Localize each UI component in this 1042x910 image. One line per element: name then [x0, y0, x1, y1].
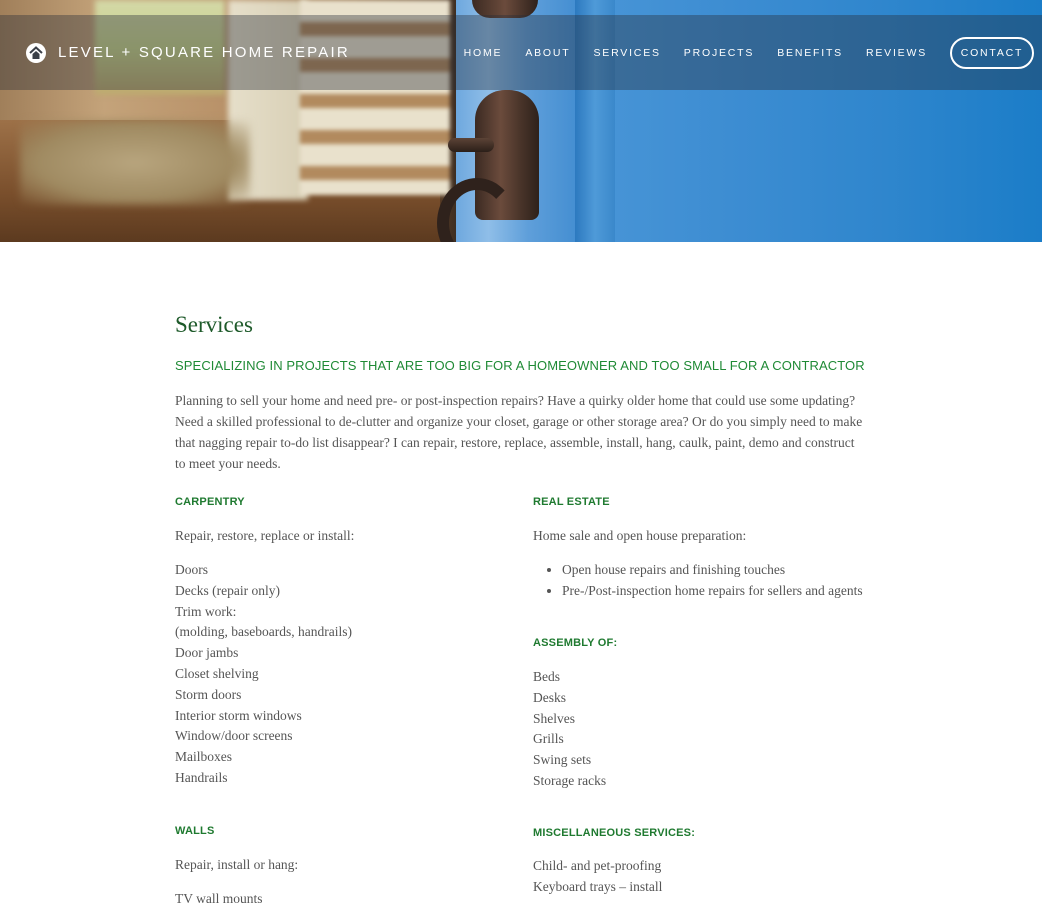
list-item: Closet shelving [175, 665, 259, 681]
nav-benefits[interactable]: BENEFITS [777, 46, 843, 59]
list-item: Storage racks [533, 772, 607, 788]
intro-paragraph: Planning to sell your home and need pre- or post-inspection repairs? Have a quirky older home that could use some updating? Need a skilled professional to de-clutter and organize your closet, garage or other storage area? Or do you simply need to make that nagging repair to-do list disappear? I can repair, restore, replace, assemble, install, hang, caulk, paint, demo and construct to meet your needs. [175, 393, 863, 471]
list-item: Swing sets [533, 752, 592, 768]
list-item: Child- and pet-proofing [533, 858, 662, 873]
list-item: Decks (repair only) [175, 582, 280, 598]
list-item: Keyboard trays – install [533, 878, 663, 894]
walls-heading: WALLS [175, 825, 215, 837]
list-item: Trim work: [175, 603, 237, 619]
nav-home[interactable]: HOME [463, 46, 503, 59]
list-item: Grills [533, 731, 564, 747]
page-tagline: SPECIALIZING IN PROJECTS THAT ARE TOO BIG FOR A HOMEOWNER AND TOO SMALL FOR A CONTRACTOR [175, 358, 865, 373]
misc-heading: MISCELLANEOUS SERVICES: [533, 827, 696, 839]
nav-services[interactable]: SERVICES [593, 46, 661, 59]
brand-name[interactable]: LEVEL + SQUARE HOME REPAIR [58, 44, 350, 61]
contact-button[interactable]: CONTACT [950, 37, 1034, 69]
real-estate-lead: Home sale and open house preparation: [533, 528, 747, 543]
hero-thumb-lever [448, 138, 494, 152]
nav-projects[interactable]: PROJECTS [683, 46, 755, 59]
assembly-heading: ASSEMBLY OF: [533, 637, 618, 649]
hero-rug [20, 120, 250, 205]
nav-reviews[interactable]: REVIEWS [865, 46, 927, 59]
carpentry-lead: Repair, restore, replace or install: [175, 528, 355, 543]
list-item: Desks [533, 689, 566, 705]
list-item: Storm doors [175, 686, 242, 702]
list-item: TV wall mounts [175, 891, 263, 906]
misc-section [533, 826, 863, 898]
list-item: Doors [175, 562, 208, 577]
list-item: Door jambs [175, 645, 239, 661]
list-item: • Pre-/Post-inspection home repairs for sellers and agents [562, 580, 863, 601]
walls-section [175, 824, 505, 910]
carpentry-section [175, 495, 505, 789]
real-estate-heading: REAL ESTATE [533, 496, 610, 508]
walls-lead: Repair, install or hang: [175, 857, 299, 872]
list-item: • Open house repairs and finishing touches [562, 559, 863, 580]
assembly-list [533, 667, 863, 792]
list-item: Interior storm windows [175, 707, 302, 723]
misc-list [533, 856, 863, 898]
list-item: Beds [533, 669, 560, 684]
assembly-section [533, 636, 863, 792]
real-estate-list [533, 559, 863, 601]
carpentry-heading: CARPENTRY [175, 496, 245, 508]
carpentry-list [175, 560, 505, 789]
brand[interactable] [26, 15, 350, 90]
main-content [175, 312, 867, 906]
site-header [0, 15, 1042, 90]
real-estate-section [533, 495, 863, 601]
house-in-circle-icon[interactable] [26, 43, 46, 63]
walls-list [175, 889, 505, 910]
list-item: (molding, baseboards, handrails) [175, 624, 352, 640]
main-nav [464, 15, 1034, 90]
list-item: Window/door screens [175, 728, 293, 744]
nav-about[interactable]: ABOUT [525, 46, 571, 59]
list-item: Handrails [175, 769, 228, 785]
list-item: Mailboxes [175, 749, 232, 765]
list-item: Shelves [533, 710, 575, 726]
page-title: Services [175, 312, 253, 337]
